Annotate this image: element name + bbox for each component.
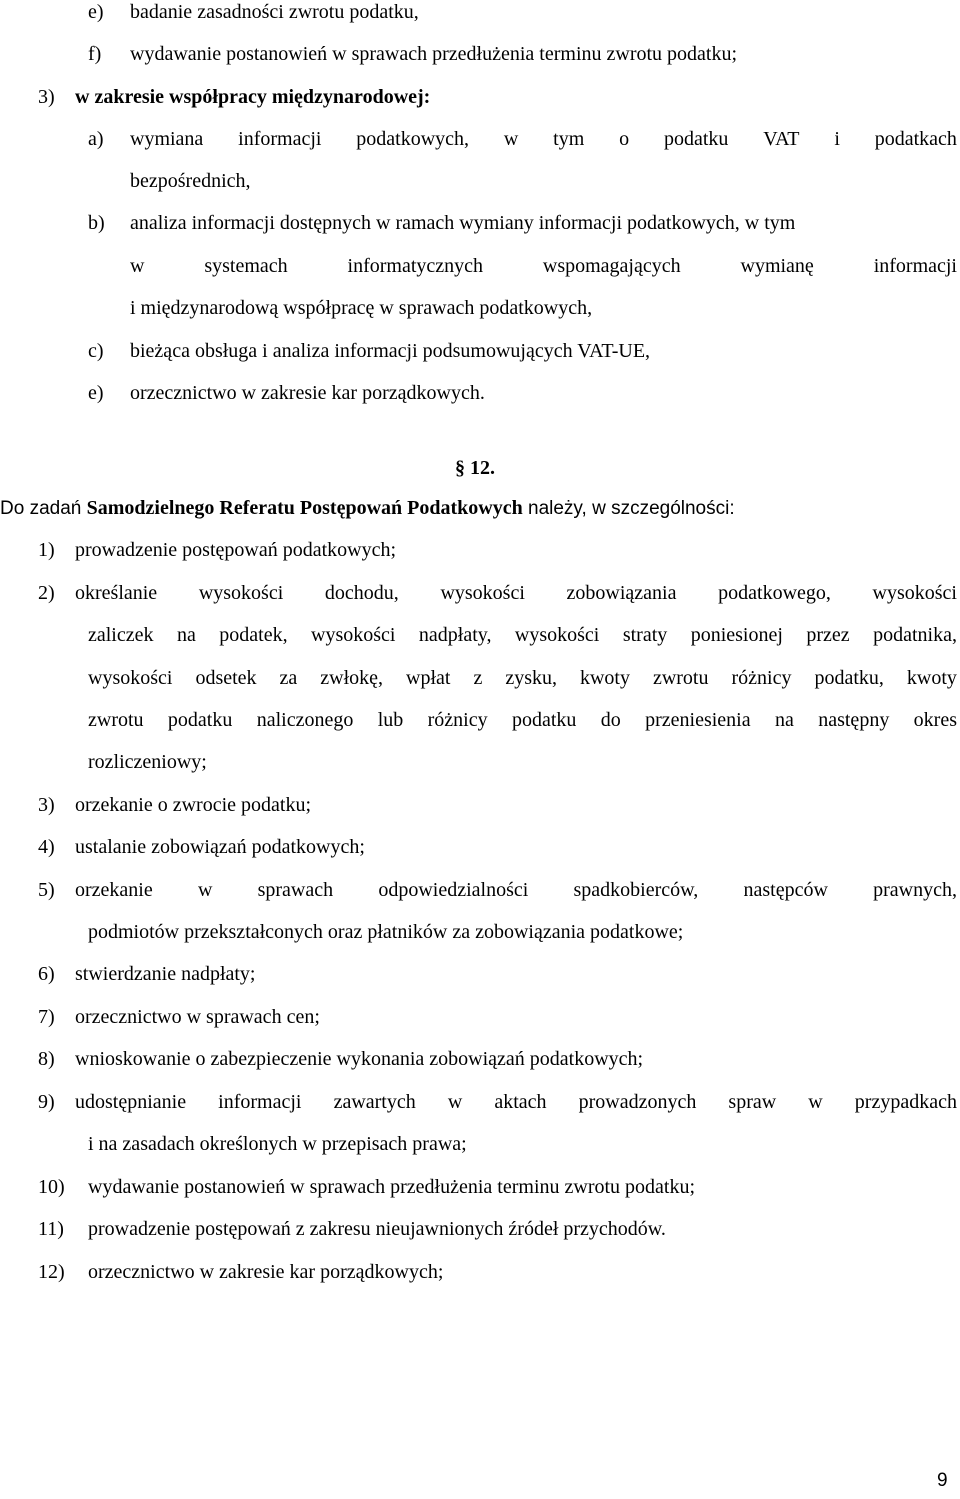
task-text: podmiotów przekształconych oraz płatników za zobowiązania podatkowe;	[88, 921, 684, 943]
justified-line: orzekanie w sprawach odpowiedzialności spadkobierców, następców prawnych,	[75, 879, 957, 901]
list-item-label: b)	[88, 212, 105, 234]
task-text: stwierdzanie nadpłaty;	[75, 963, 256, 985]
task-text: orzecznictwo w sprawach cen;	[75, 1006, 320, 1028]
task-label: 4)	[38, 836, 55, 858]
task-text: orzekanie o zwrocie podatku;	[75, 794, 312, 816]
justified-line: w systemach informatycznych wspomagających wymianę informacji	[130, 255, 957, 277]
list-item-text: orzecznictwo w zakresie kar porządkowych.	[130, 382, 485, 404]
task-label: 7)	[38, 1006, 55, 1028]
list-item-text: bezpośrednich,	[130, 170, 251, 192]
task-text: prowadzenie postępowań z zakresu nieujawnionych źródeł przychodów.	[88, 1218, 666, 1240]
task-label: 12)	[38, 1261, 65, 1283]
task-label: 5)	[38, 879, 55, 901]
page-number: 9	[937, 1470, 948, 1491]
task-text: rozliczeniowy;	[88, 751, 207, 773]
task-text: wnioskowanie o zabezpieczenie wykonania zobowiązań podatkowych;	[75, 1048, 644, 1070]
task-text: prowadzenie postępowań podatkowych;	[75, 539, 397, 561]
justified-line: wymiana informacji podatkowych, w tym o podatku VAT i podatkach	[130, 128, 957, 150]
list-item-text: analiza informacji dostępnych w ramach wymiany informacji podatkowych, w tym	[130, 212, 796, 234]
justified-line: wysokości odsetek za zwłokę, wpłat z zysku, kwoty zwrotu różnicy podatku, kwoty	[88, 667, 957, 689]
task-label: 2)	[38, 582, 55, 604]
task-label: 1)	[38, 539, 55, 561]
section-intro: Do zadań Samodzielnego Referatu Postępowań Podatkowych należy, w szczególności:	[0, 497, 735, 519]
list-item-label: c)	[88, 340, 104, 362]
point-label: 3)	[38, 86, 55, 108]
task-label: 3)	[38, 794, 55, 816]
justified-line: udostępnianie informacji zawartych w aktach prowadzonych spraw w przypadkach	[75, 1091, 957, 1113]
justified-line: zwrotu podatku naliczonego lub różnicy podatku do przeniesienia na następny okres	[88, 709, 957, 731]
list-item-label: e)	[88, 382, 104, 404]
task-text: i na zasadach określonych w przepisach prawa;	[88, 1133, 467, 1155]
task-label: 11)	[38, 1218, 64, 1240]
task-text: orzecznictwo w zakresie kar porządkowych;	[88, 1261, 444, 1283]
justified-line: określanie wysokości dochodu, wysokości zobowiązania podatkowego, wysokości	[75, 582, 957, 604]
list-item-text: wydawanie postanowień w sprawach przedłużenia terminu zwrotu podatku;	[130, 43, 738, 65]
task-label: 8)	[38, 1048, 55, 1070]
list-item-text: bieżąca obsługa i analiza informacji podsumowujących VAT-UE,	[130, 340, 651, 362]
list-item-label: e)	[88, 1, 104, 23]
justified-line: zaliczek na podatek, wysokości nadpłaty, wysokości straty poniesionej przez podatnika,	[88, 624, 957, 646]
list-item-label: f)	[88, 43, 102, 65]
task-text: ustalanie zobowiązań podatkowych;	[75, 836, 365, 858]
list-item-label: a)	[88, 128, 104, 150]
task-label: 10)	[38, 1176, 65, 1198]
list-item-text: badanie zasadności zwrotu podatku,	[130, 1, 419, 23]
list-item-text: i międzynarodową współpracę w sprawach podatkowych,	[130, 297, 593, 319]
point-heading: w zakresie współpracy międzynarodowej:	[75, 86, 431, 108]
task-label: 6)	[38, 963, 55, 985]
task-label: 9)	[38, 1091, 55, 1113]
section-heading: § 12.	[455, 457, 495, 479]
task-text: wydawanie postanowień w sprawach przedłużenia terminu zwrotu podatku;	[88, 1176, 696, 1198]
